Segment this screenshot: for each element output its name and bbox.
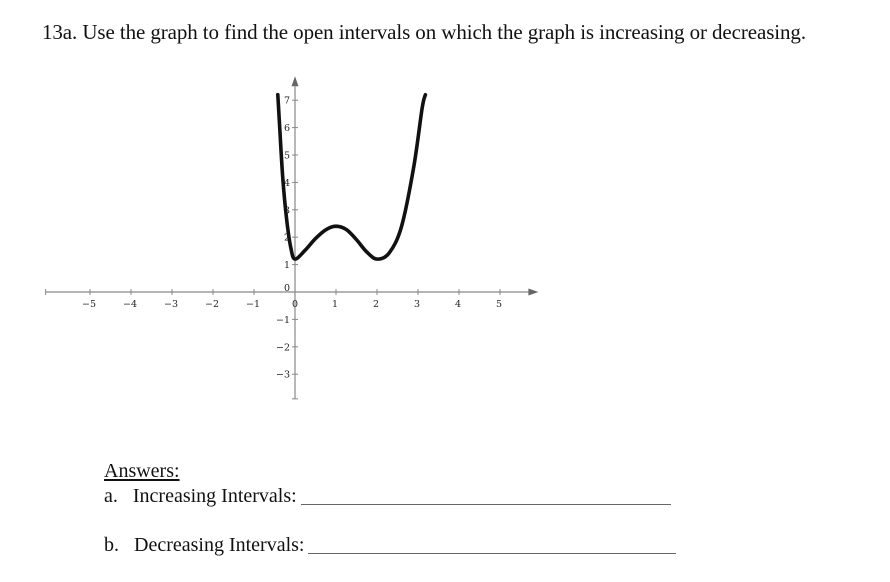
- y-tick-label: 3: [283, 205, 290, 217]
- y-tick-label: −3: [275, 369, 290, 381]
- x-tick-label: 2: [372, 299, 380, 310]
- y-tick-label: −1: [275, 314, 290, 326]
- question-text: 13a. Use the graph to find the open intervals on which the graph is increasing or decreasing.: [42, 20, 806, 44]
- x-tick-label: 4: [454, 299, 462, 310]
- y-tick-label: 7: [283, 95, 290, 107]
- decreasing-intervals-row: [104, 534, 676, 557]
- y-tick-label: 0: [283, 283, 290, 294]
- y-tick-label: 6: [283, 123, 290, 135]
- y-axis-arrow: [292, 76, 299, 86]
- x-axis-arrow: [528, 289, 538, 296]
- y-tick-label: 5: [283, 150, 290, 162]
- x-tick-label: −5: [81, 299, 97, 310]
- x-tick-label: −2: [204, 299, 220, 310]
- x-tick-label: 3: [413, 299, 421, 310]
- y-tick-label: 1: [283, 260, 290, 272]
- y-tick-label: 4: [283, 177, 290, 189]
- increasing-intervals-blank[interactable]: [301, 503, 671, 505]
- x-tick-label: 0: [291, 299, 299, 310]
- answers-heading: Answers:: [104, 460, 180, 482]
- y-tick-label: 2: [283, 232, 290, 244]
- x-tick-label: −4: [122, 299, 138, 310]
- increasing-intervals-label: a. Increasing Intervals:: [104, 485, 297, 507]
- x-tick-label: 1: [331, 299, 339, 310]
- x-tick-label: −1: [245, 299, 261, 310]
- x-tick-label: 5: [495, 299, 503, 310]
- function-curve: [278, 95, 426, 259]
- decreasing-intervals-label: b. Decreasing Intervals:: [104, 534, 305, 556]
- decreasing-intervals-blank[interactable]: [308, 552, 676, 554]
- y-tick-label: −2: [275, 342, 290, 354]
- increasing-intervals-row: [104, 485, 671, 508]
- x-tick-label: −3: [163, 299, 179, 310]
